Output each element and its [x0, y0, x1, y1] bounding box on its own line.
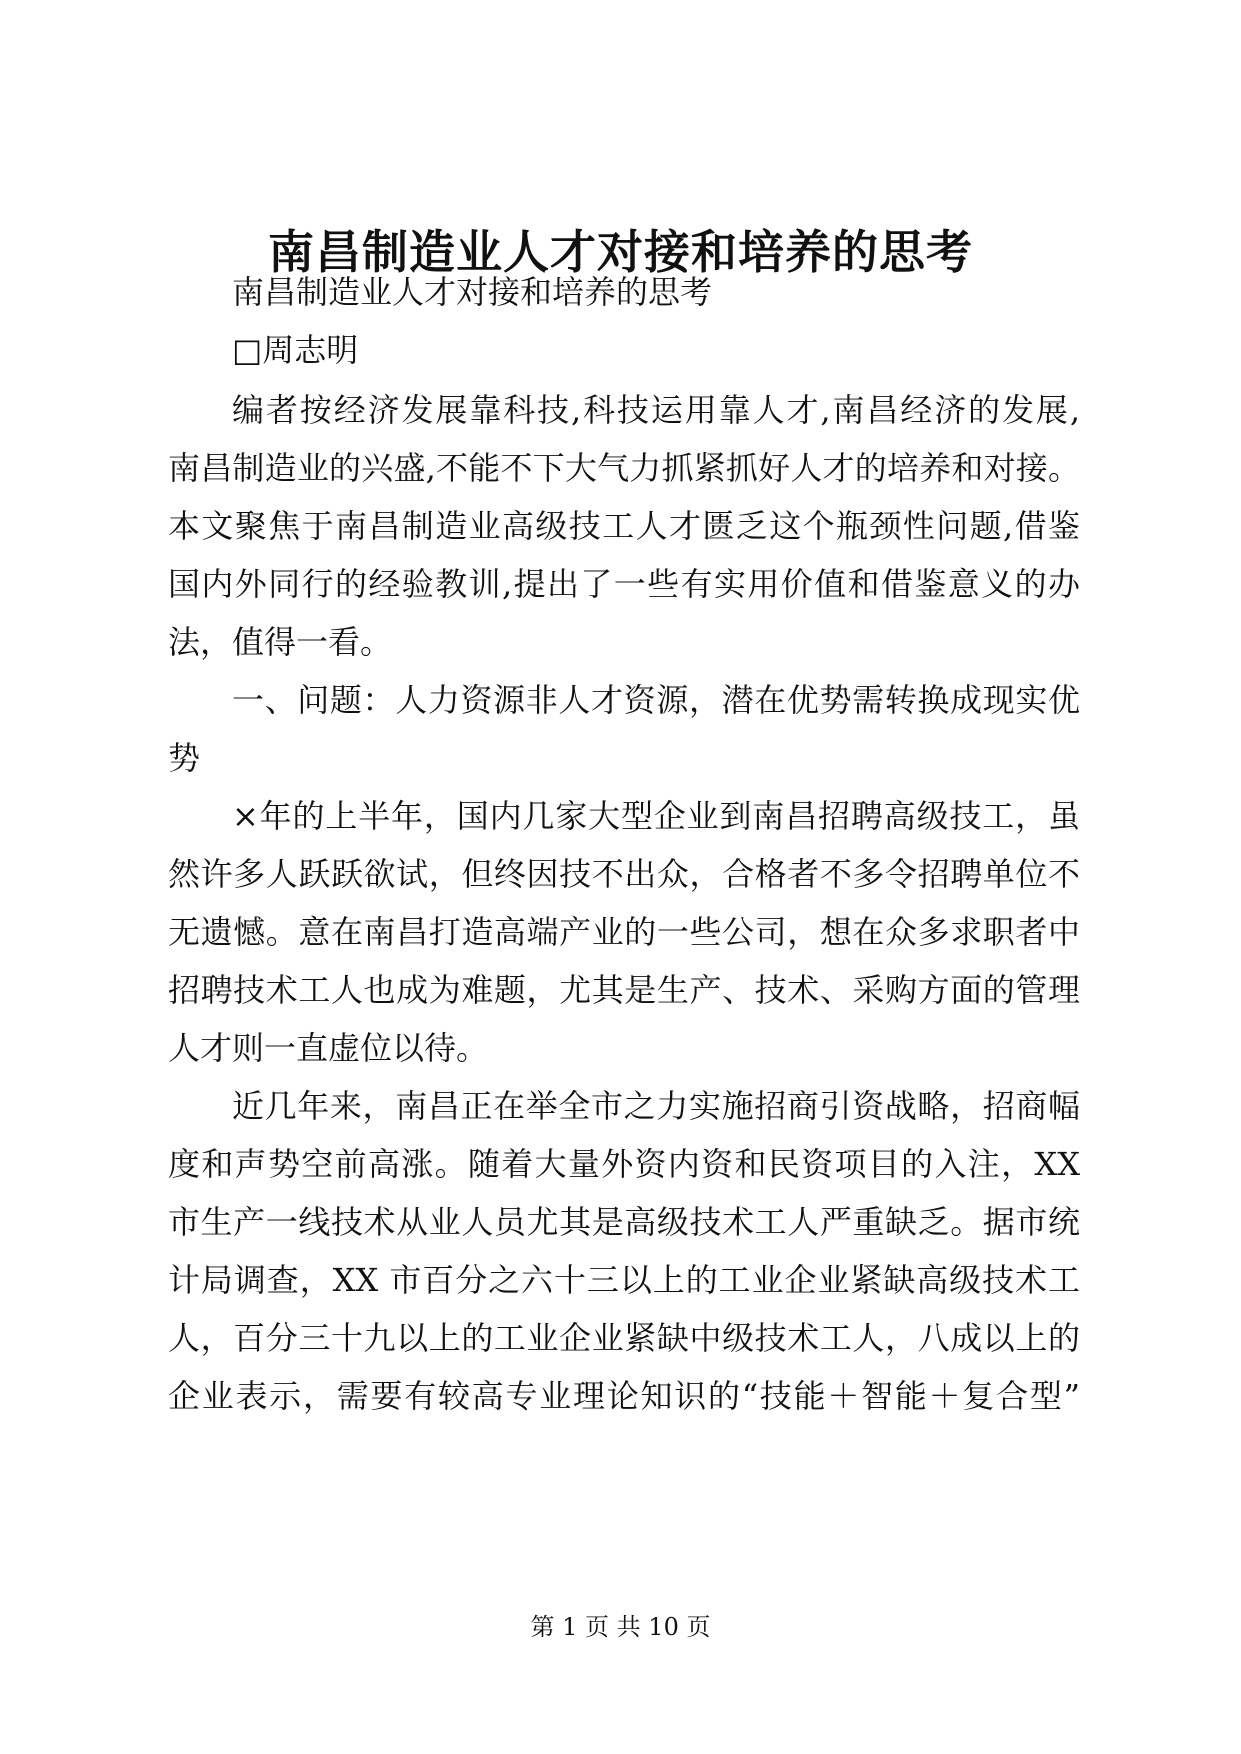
- author-line: □周志明: [232, 331, 359, 369]
- paragraph-3-line-1: ×年的上半年，国内几家大型企业到南昌招聘高级技工，虽: [232, 797, 1080, 835]
- paragraph-4-line-2: 度和声势空前高涨。随着大量外资内资和民资项目的入注，XX: [168, 1145, 1080, 1183]
- paragraph-1-line-3: 本文聚焦于南昌制造业高级技工人才匮乏这个瓶颈性问题,借鉴: [168, 507, 1080, 545]
- paragraph-4-line-1: 近几年来，南昌正在举全市之力实施招商引资战略，招商幅: [232, 1087, 1080, 1125]
- paragraph-3-line-3: 无遗憾。意在南昌打造高端产业的一些公司，想在众多求职者中: [168, 913, 1080, 951]
- paragraph-4-line-5: 人，百分三十九以上的工业企业紧缺中级技术工人，八成以上的: [168, 1319, 1080, 1357]
- paragraph-3-line-2: 然许多人跃跃欲试，但终因技不出众，合格者不多令招聘单位不: [168, 855, 1080, 893]
- paragraph-1-line-4: 国内外同行的经验教训,提出了一些有实用价值和借鉴意义的办: [168, 565, 1080, 603]
- document-title: 南昌制造业人才对接和培养的思考: [268, 225, 973, 279]
- paragraph-3-line-4: 招聘技术工人也成为难题，尤其是生产、技术、采购方面的管理: [168, 971, 1080, 1009]
- document-subtitle: 南昌制造业人才对接和培养的思考: [232, 273, 713, 311]
- paragraph-1-line-1: 编者按经济发展靠科技,科技运用靠人才,南昌经济的发展,: [232, 391, 1080, 429]
- paragraph-3-line-5: 人才则一直虚位以待。: [168, 1029, 489, 1067]
- paragraph-1-line-5: 法，值得一看。: [168, 623, 393, 661]
- section-heading-line-2: 势: [168, 739, 201, 777]
- section-heading-line-1: 一、问题：人力资源非人才资源，潜在优势需转换成现实优: [232, 681, 1080, 719]
- paragraph-1-line-2: 南昌制造业的兴盛,不能不下大气力抓紧抓好人才的培养和对接。: [168, 449, 1080, 487]
- page-number-footer: 第 1 页 共 10 页: [530, 1613, 711, 1641]
- paragraph-4-line-3: 市生产一线技术从业人员尤其是高级技术工人严重缺乏。据市统: [168, 1203, 1080, 1241]
- paragraph-4-line-4: 计局调查，XX 市百分之六十三以上的工业企业紧缺高级技术工: [168, 1261, 1080, 1299]
- paragraph-4-line-6: 企业表示，需要有较高专业理论知识的“技能＋智能＋复合型”: [168, 1377, 1080, 1415]
